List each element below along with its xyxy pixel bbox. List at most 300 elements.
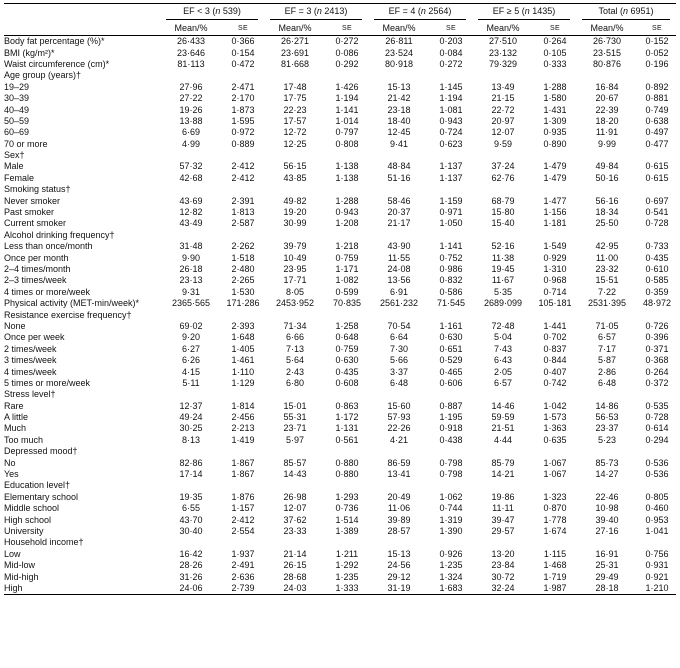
mean-cell: 18·34: [595, 207, 619, 218]
se-cell: 0·294: [645, 434, 669, 445]
se-cell: 1·141: [439, 241, 463, 252]
mean-cell: 23·515: [593, 47, 622, 58]
mean-cell: 16·42: [179, 548, 203, 559]
se-cell: [326, 150, 368, 161]
se-cell: 1·081: [439, 104, 463, 115]
se-cell: 1·137: [439, 161, 463, 172]
se-cell: 70·835: [333, 298, 362, 309]
mean-cell: 27·96: [179, 81, 203, 92]
se-cell: 0·084: [439, 47, 463, 58]
mean-cell: 81·668: [281, 58, 310, 69]
se-cell: 1·390: [439, 525, 463, 536]
se-cell: 1·156: [543, 207, 567, 218]
se-cell: [534, 230, 576, 241]
mean-cell: 49·82: [283, 195, 307, 206]
se-cell: 2·587: [231, 218, 255, 229]
mean-cell: 2·43: [286, 366, 305, 377]
table-row: [4, 127, 676, 138]
mean-cell: 27·510: [489, 36, 518, 47]
se-cell: 0·638: [645, 115, 669, 126]
se-cell: 2·391: [231, 195, 255, 206]
se-cell: 1·137: [439, 172, 463, 183]
se-cell: 1·194: [439, 93, 463, 104]
mean-cell: [160, 446, 222, 457]
se-cell: 1·323: [543, 491, 567, 502]
se-cell: 1·648: [231, 332, 255, 343]
se-cell: 1·145: [439, 81, 463, 92]
se-cell: 0·808: [335, 138, 359, 149]
se-cell: 0·880: [335, 469, 359, 480]
se-cell: [534, 150, 576, 161]
se-cell: 0·472: [231, 58, 255, 69]
mean-cell: 32·24: [472, 583, 534, 595]
mean-cell: 6·43: [494, 355, 513, 366]
se-cell: 1·518: [231, 252, 255, 263]
se-cell: 0·953: [645, 514, 669, 525]
mean-cell: 28·26: [179, 560, 203, 571]
row-label: 3 times/week: [4, 355, 57, 366]
mean-cell: 23·37: [595, 423, 619, 434]
table-row: [4, 161, 676, 172]
se-cell: [326, 230, 368, 241]
table-row: [4, 355, 676, 366]
column-group-header: EF < 3 (n 539): [160, 4, 264, 22]
mean-cell: 13·20: [491, 548, 515, 559]
se-cell: 2·471: [231, 81, 255, 92]
se-cell: 0·264: [645, 366, 669, 377]
table-row: [4, 571, 676, 582]
mean-cell: [160, 70, 222, 81]
mean-cell: 17·14: [179, 469, 203, 480]
mean-cell: 43·69: [179, 195, 203, 206]
table-row: [4, 469, 676, 480]
column-group-header: EF = 3 (n 2413): [264, 4, 368, 22]
mean-cell: 26·730: [593, 36, 622, 47]
mean-cell: 43·49: [179, 218, 203, 229]
se-cell: 0·733: [645, 241, 669, 252]
se-cell: [222, 389, 264, 400]
mean-cell: 24·56: [387, 560, 411, 571]
header-blank: [4, 21, 160, 36]
section-label: Depressed mood†: [4, 446, 78, 457]
row-label: Much: [4, 423, 27, 434]
mean-cell: 19·35: [179, 491, 203, 502]
mean-cell: [160, 309, 222, 320]
se-cell: 2·262: [231, 241, 255, 252]
se-cell: 0·477: [645, 138, 669, 149]
table-row: [4, 492, 676, 503]
mean-cell: 25·50: [595, 218, 619, 229]
se-cell: 1·431: [543, 104, 567, 115]
table-row: [4, 139, 676, 150]
mean-cell: 22·39: [595, 104, 619, 115]
se-cell: 0·333: [543, 58, 567, 69]
se-cell: 0·536: [645, 469, 669, 480]
mean-cell: 52·16: [491, 241, 515, 252]
table-row: [4, 47, 676, 58]
se-cell: 71·545: [437, 298, 466, 309]
se-cell: 0·728: [645, 218, 669, 229]
mean-cell: 5·04: [494, 332, 513, 343]
row-label: High school: [4, 514, 52, 525]
mean-cell: 14·86: [595, 400, 619, 411]
se-cell: 1·468: [543, 560, 567, 571]
se-cell: 0·460: [645, 503, 669, 514]
section-label: Education level†: [4, 480, 71, 491]
se-cell: [222, 70, 264, 81]
se-cell: 2·636: [231, 571, 255, 582]
se-cell: 1·157: [231, 503, 255, 514]
mean-cell: 72·48: [491, 320, 515, 331]
mean-cell: [368, 480, 430, 491]
se-cell: 1·208: [335, 218, 359, 229]
section-label: Age group (years)†: [4, 70, 82, 81]
se-cell: 1·461: [231, 355, 255, 366]
mean-cell: 5·35: [494, 286, 513, 297]
row-label: 70 or more: [4, 138, 48, 149]
mean-cell: 30·99: [283, 218, 307, 229]
se-cell: 1·293: [335, 491, 359, 502]
se-cell: 2·480: [231, 264, 255, 274]
mean-cell: 23·691: [281, 47, 310, 58]
mean-cell: 22·26: [387, 423, 411, 434]
se-cell: 1·937: [231, 548, 255, 559]
se-cell: 1·110: [231, 366, 255, 377]
mean-cell: 43·90: [387, 241, 411, 252]
table-section-row: [4, 184, 676, 195]
mean-cell: 30·25: [179, 423, 203, 434]
row-label: No: [4, 457, 16, 468]
se-cell: 0·986: [439, 264, 463, 274]
se-cell: 0·749: [645, 104, 669, 115]
mean-cell: 19·45: [491, 264, 515, 274]
se-cell: [638, 480, 676, 491]
se-cell: 1·573: [543, 412, 567, 423]
mean-cell: 15·60: [387, 400, 411, 411]
mean-cell: [576, 150, 638, 161]
row-label: 50–59: [4, 115, 30, 126]
mean-cell: 68·79: [491, 195, 515, 206]
se-cell: 0·372: [645, 377, 669, 388]
mean-cell: 43·70: [179, 514, 203, 525]
mean-cell: 10·98: [595, 503, 619, 514]
table-row: [4, 241, 676, 252]
mean-cell: 31·26: [179, 571, 203, 582]
se-cell: 0·615: [645, 172, 669, 183]
se-cell: 0·651: [439, 343, 463, 354]
se-cell: 0·599: [335, 286, 359, 297]
mean-cell: 6·26: [181, 355, 200, 366]
se-cell: 0·535: [645, 400, 669, 411]
mean-cell: [576, 70, 638, 81]
mean-cell: 2·05: [494, 366, 513, 377]
mean-cell: 15·51: [595, 275, 619, 286]
mean-cell: 57·32: [179, 161, 203, 172]
se-cell: 1·319: [439, 514, 463, 525]
table-row: [4, 503, 676, 514]
se-cell: 1·067: [543, 457, 567, 468]
se-cell: 0·926: [439, 548, 463, 559]
se-cell: [430, 70, 472, 81]
row-label: Physical activity (MET-min/week)*: [4, 298, 140, 309]
column-group-header: Total (n 6951): [576, 4, 676, 22]
se-cell: 1·014: [335, 115, 359, 126]
mean-cell: [264, 70, 326, 81]
se-cell: 0·742: [543, 377, 567, 388]
se-column-header: SE: [638, 21, 676, 36]
se-cell: 48·972: [643, 298, 672, 309]
se-cell: 0·264: [543, 36, 567, 47]
se-cell: 0·606: [439, 377, 463, 388]
row-label: 2 times/week: [4, 343, 57, 354]
mean-cell: [472, 70, 534, 81]
se-cell: 0·797: [335, 127, 359, 138]
table-row: [4, 457, 676, 468]
mean-cell: 7·22: [598, 286, 617, 297]
row-label: Body fat percentage (%)*: [4, 36, 105, 47]
mean-cell: 6·57: [494, 377, 513, 388]
table-section-row: [4, 150, 676, 161]
mean-cell: [576, 480, 638, 491]
se-cell: [222, 184, 264, 195]
se-cell: 1·441: [543, 320, 567, 331]
mean-cell: 27·16: [595, 525, 619, 536]
table-row: [4, 93, 676, 104]
se-cell: 0·697: [645, 195, 669, 206]
se-cell: [326, 184, 368, 195]
table-row: [4, 36, 676, 48]
mean-cell: 10·49: [283, 252, 307, 263]
row-label: High: [4, 583, 160, 595]
se-cell: [638, 537, 676, 548]
se-cell: [430, 309, 472, 320]
se-cell: [638, 230, 676, 241]
se-cell: [222, 309, 264, 320]
mean-cell: 20·67: [595, 93, 619, 104]
mean-cell: [576, 446, 638, 457]
se-cell: 1·235: [439, 560, 463, 571]
mean-cell: 4·15: [181, 366, 200, 377]
se-cell: 1·389: [335, 525, 359, 536]
mean-cell: [472, 184, 534, 195]
se-cell: 0·630: [439, 332, 463, 343]
se-cell: 0·561: [335, 434, 359, 445]
mean-cell: 6·66: [286, 332, 305, 343]
row-label: Less than once/month: [4, 241, 93, 252]
se-cell: 1·479: [543, 161, 567, 172]
mean-cell: 9·20: [181, 332, 200, 343]
se-cell: 0·438: [439, 434, 463, 445]
mean-cell: 28·18: [576, 583, 638, 595]
se-cell: 0·585: [645, 275, 669, 286]
se-cell: 1·141: [335, 104, 359, 115]
se-cell: 1·042: [543, 400, 567, 411]
se-cell: [534, 309, 576, 320]
se-cell: 1·159: [439, 195, 463, 206]
se-cell: [326, 446, 368, 457]
mean-cell: 16·84: [595, 81, 619, 92]
se-cell: 0·863: [335, 400, 359, 411]
mean-cell: 71·34: [283, 320, 307, 331]
mean-cell: 15·40: [491, 218, 515, 229]
se-cell: 0·203: [439, 36, 463, 47]
table-section-row: [4, 446, 676, 457]
se-cell: 1·333: [326, 583, 368, 595]
mean-cell: 13·88: [179, 115, 203, 126]
mean-cell: 85·79: [491, 457, 515, 468]
table-row: [4, 378, 676, 389]
mean-cell: [368, 309, 430, 320]
mean-cell: 23·71: [283, 423, 307, 434]
mean-cell: [472, 150, 534, 161]
row-label: University: [4, 525, 44, 536]
se-cell: 0·105: [543, 47, 567, 58]
mean-cell: 12·45: [387, 127, 411, 138]
se-cell: 1·131: [335, 423, 359, 434]
se-cell: 0·880: [335, 457, 359, 468]
subheader-row: [4, 21, 676, 36]
se-cell: [638, 70, 676, 81]
row-label: Mid-low: [4, 560, 36, 571]
mean-cell: 13·56: [387, 275, 411, 286]
mean-cell: 42·68: [179, 172, 203, 183]
mean-cell: [160, 480, 222, 491]
mean-cell: 11·00: [595, 252, 619, 263]
mean-cell: 2689·099: [483, 298, 523, 309]
mean-cell: 12·07: [283, 503, 307, 514]
se-cell: 1·530: [231, 286, 255, 297]
table-section-row: [4, 230, 676, 241]
se-cell: 1·813: [231, 207, 255, 218]
se-cell: 1·683: [430, 583, 472, 595]
se-cell: 1·419: [231, 434, 255, 445]
mean-cell: 14·21: [491, 469, 515, 480]
mean-cell: 71·05: [595, 320, 619, 331]
se-cell: [222, 230, 264, 241]
mean-cell: 6·55: [181, 503, 200, 514]
mean-cell: 23·13: [179, 275, 203, 286]
se-cell: 0·435: [645, 252, 669, 263]
mean-cell: 23·95: [283, 264, 307, 274]
se-cell: [222, 446, 264, 457]
row-label: Once per week: [4, 332, 65, 343]
mean-cell: 79·329: [489, 58, 518, 69]
se-cell: 1·181: [543, 218, 567, 229]
mean-cell: 39·79: [283, 241, 307, 252]
mean-cell: 23·33: [283, 525, 307, 536]
mean-cell: 21·42: [387, 93, 411, 104]
se-cell: [430, 389, 472, 400]
se-cell: 0·931: [645, 560, 669, 571]
mean-cell: 3·37: [390, 366, 409, 377]
se-cell: [638, 150, 676, 161]
column-group-header: EF ≥ 5 (n 1435): [472, 4, 576, 22]
se-cell: 0·371: [645, 343, 669, 354]
mean-cell: 17·75: [283, 93, 307, 104]
mean-cell: 31·48: [179, 241, 203, 252]
mean-cell: 16·91: [595, 548, 619, 559]
se-cell: 1·514: [335, 514, 359, 525]
se-cell: 0·623: [439, 138, 463, 149]
mean-cell: 58·46: [387, 195, 411, 206]
mean-cell: 23·646: [176, 47, 206, 58]
mean-cell: 7·30: [390, 343, 409, 354]
mean-cell: [576, 309, 638, 320]
mean-cell: [264, 446, 326, 457]
se-cell: [222, 150, 264, 161]
mean-cell: 5·23: [598, 434, 617, 445]
row-label: Elementary school: [4, 491, 79, 502]
se-cell: 1·310: [543, 264, 567, 274]
se-cell: 0·798: [439, 469, 463, 480]
table-row: [4, 287, 676, 298]
mean-cell: [368, 389, 430, 400]
se-cell: 0·921: [645, 571, 669, 582]
row-label: None: [4, 320, 26, 331]
row-label: 5 times or more/week: [4, 377, 91, 388]
se-cell: 0·889: [231, 138, 255, 149]
mean-cell: 59·59: [491, 412, 515, 423]
se-cell: [430, 150, 472, 161]
mean-cell: 56·15: [283, 161, 307, 172]
row-label: 30–39: [4, 93, 30, 104]
se-cell: 0·870: [543, 503, 567, 514]
table-row: [4, 514, 676, 525]
mean-column-header: Mean/%: [160, 21, 222, 36]
se-cell: 1·194: [335, 93, 359, 104]
mean-cell: 21·15: [491, 93, 515, 104]
mean-cell: 21·14: [283, 548, 307, 559]
mean-cell: [264, 184, 326, 195]
mean-cell: 4·44: [494, 434, 513, 445]
se-cell: 0·972: [231, 127, 255, 138]
se-cell: 0·736: [335, 503, 359, 514]
mean-cell: 30·72: [491, 571, 515, 582]
mean-cell: 23·32: [595, 264, 619, 274]
se-cell: 1·778: [543, 514, 567, 525]
table-row: [4, 264, 676, 275]
mean-cell: 23·84: [491, 560, 515, 571]
mean-cell: 5·87: [598, 355, 617, 366]
se-cell: 2·393: [231, 320, 255, 331]
mean-cell: 69·02: [179, 320, 203, 331]
mean-cell: 42·95: [595, 241, 619, 252]
mean-cell: 48·84: [387, 161, 411, 172]
mean-cell: 14·27: [595, 469, 619, 480]
mean-cell: [368, 446, 430, 457]
mean-cell: 5·66: [390, 355, 409, 366]
mean-column-header: Mean/%: [368, 21, 430, 36]
mean-column-header: Mean/%: [576, 21, 638, 36]
se-cell: 0·832: [439, 275, 463, 286]
se-cell: 2·739: [222, 583, 264, 595]
mean-cell: 27·22: [179, 93, 203, 104]
section-label: Smoking status†: [4, 184, 71, 195]
mean-cell: 26·433: [176, 36, 206, 47]
mean-cell: 51·16: [387, 172, 411, 183]
mean-cell: 6·57: [598, 332, 617, 343]
se-cell: 171·286: [226, 298, 260, 309]
se-cell: 0·726: [645, 320, 669, 331]
se-cell: 0·724: [439, 127, 463, 138]
mean-cell: 26·15: [283, 560, 307, 571]
se-cell: 1·258: [335, 320, 359, 331]
se-cell: [326, 70, 368, 81]
se-cell: [430, 537, 472, 548]
mean-cell: 9·31: [181, 286, 200, 297]
se-cell: [430, 480, 472, 491]
mean-cell: [264, 309, 326, 320]
